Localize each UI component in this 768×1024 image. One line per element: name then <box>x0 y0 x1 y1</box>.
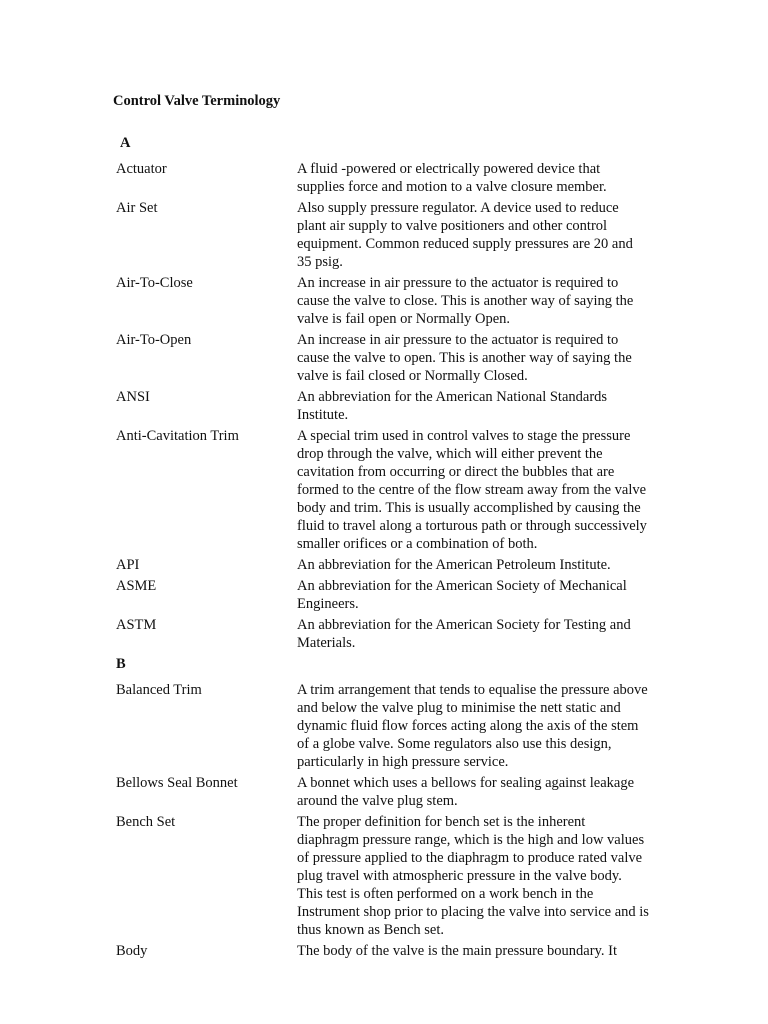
term: Anti-Cavitation Trim <box>116 428 239 444</box>
glossary-entry <box>116 813 656 939</box>
definition: An increase in air pressure to the actuator is required to cause the valve to close. This is another way of saying the valve is fail open or Normally Open. <box>297 275 634 327</box>
glossary <box>116 134 656 963</box>
term: ASME <box>116 578 157 594</box>
definition: An abbreviation for the American Society for Testing and Materials. <box>297 617 631 651</box>
definition: An abbreviation for the American National Standards Institute. <box>297 389 608 423</box>
term: Balanced Trim <box>116 682 202 698</box>
definition: The proper definition for bench set is the inherent diaphragm pressure range, which is the high and low values of pressure applied to the diaphragm to produce rated valve plug travel with atmospheric pressure in the valve body. This test is often performed on a work bench in the Instrument shop prior to placing the valve into service and is thus known as Bench set. <box>297 814 649 938</box>
glossary-entry <box>116 616 656 652</box>
term: ANSI <box>116 389 150 405</box>
definition: An increase in air pressure to the actuator is required to cause the valve to open. This is another way of saying the valve is fail closed or Normally Closed. <box>297 332 632 384</box>
definition: A trim arrangement that tends to equalise the pressure above and below the valve plug to minimise the nett static and dynamic fluid flow forces acting along the axis of the stem of a globe valve. Some regulators also use this design, particularly in high pressure service. <box>297 682 648 770</box>
term: Air-To-Close <box>116 275 193 291</box>
term: Air Set <box>116 200 158 216</box>
term: Bench Set <box>116 814 176 830</box>
glossary-entry <box>116 556 656 574</box>
glossary-entry <box>116 681 656 771</box>
glossary-entry <box>116 274 656 328</box>
definition: The body of the valve is the main pressure boundary. It <box>297 943 617 959</box>
glossary-entry <box>116 160 656 196</box>
term: Actuator <box>116 161 167 177</box>
page-title: Control Valve Terminology <box>113 93 281 109</box>
definition: A fluid -powered or electrically powered device that supplies force and motion to a valve closure member. <box>297 161 607 195</box>
glossary-entry <box>116 331 656 385</box>
term: Bellows Seal Bonnet <box>116 775 238 791</box>
glossary-entry <box>116 427 656 553</box>
definition: Also supply pressure regulator. A device used to reduce plant air supply to valve positioners and other control equipment. Common reduced supply pressures are 20 and 35 psig. <box>297 200 633 270</box>
glossary-entry <box>116 388 656 424</box>
definition: An abbreviation for the American Petroleum Institute. <box>297 557 611 573</box>
glossary-entry <box>116 942 656 960</box>
term: Air-To-Open <box>116 332 192 348</box>
definition: A special trim used in control valves to stage the pressure drop through the valve, which will either prevent the cavitation from occurring or direct the bubbles that are formed to the centre of the flow stream away from the valve body and trim. This is usually accomplished by causing the fluid to travel along a torturous path or through successively smaller orifices or a combination of both. <box>297 428 647 552</box>
term: API <box>116 557 140 573</box>
glossary-entry <box>116 577 656 613</box>
glossary-entry <box>116 199 656 271</box>
definition: A bonnet which uses a bellows for sealing against leakage around the valve plug stem. <box>297 775 635 809</box>
section-heading-a: A <box>120 135 131 151</box>
definition: An abbreviation for the American Society of Mechanical Engineers. <box>297 578 627 612</box>
glossary-entry <box>116 774 656 810</box>
term: Body <box>116 943 148 959</box>
section-heading-b: B <box>116 656 126 672</box>
term: ASTM <box>116 617 157 633</box>
